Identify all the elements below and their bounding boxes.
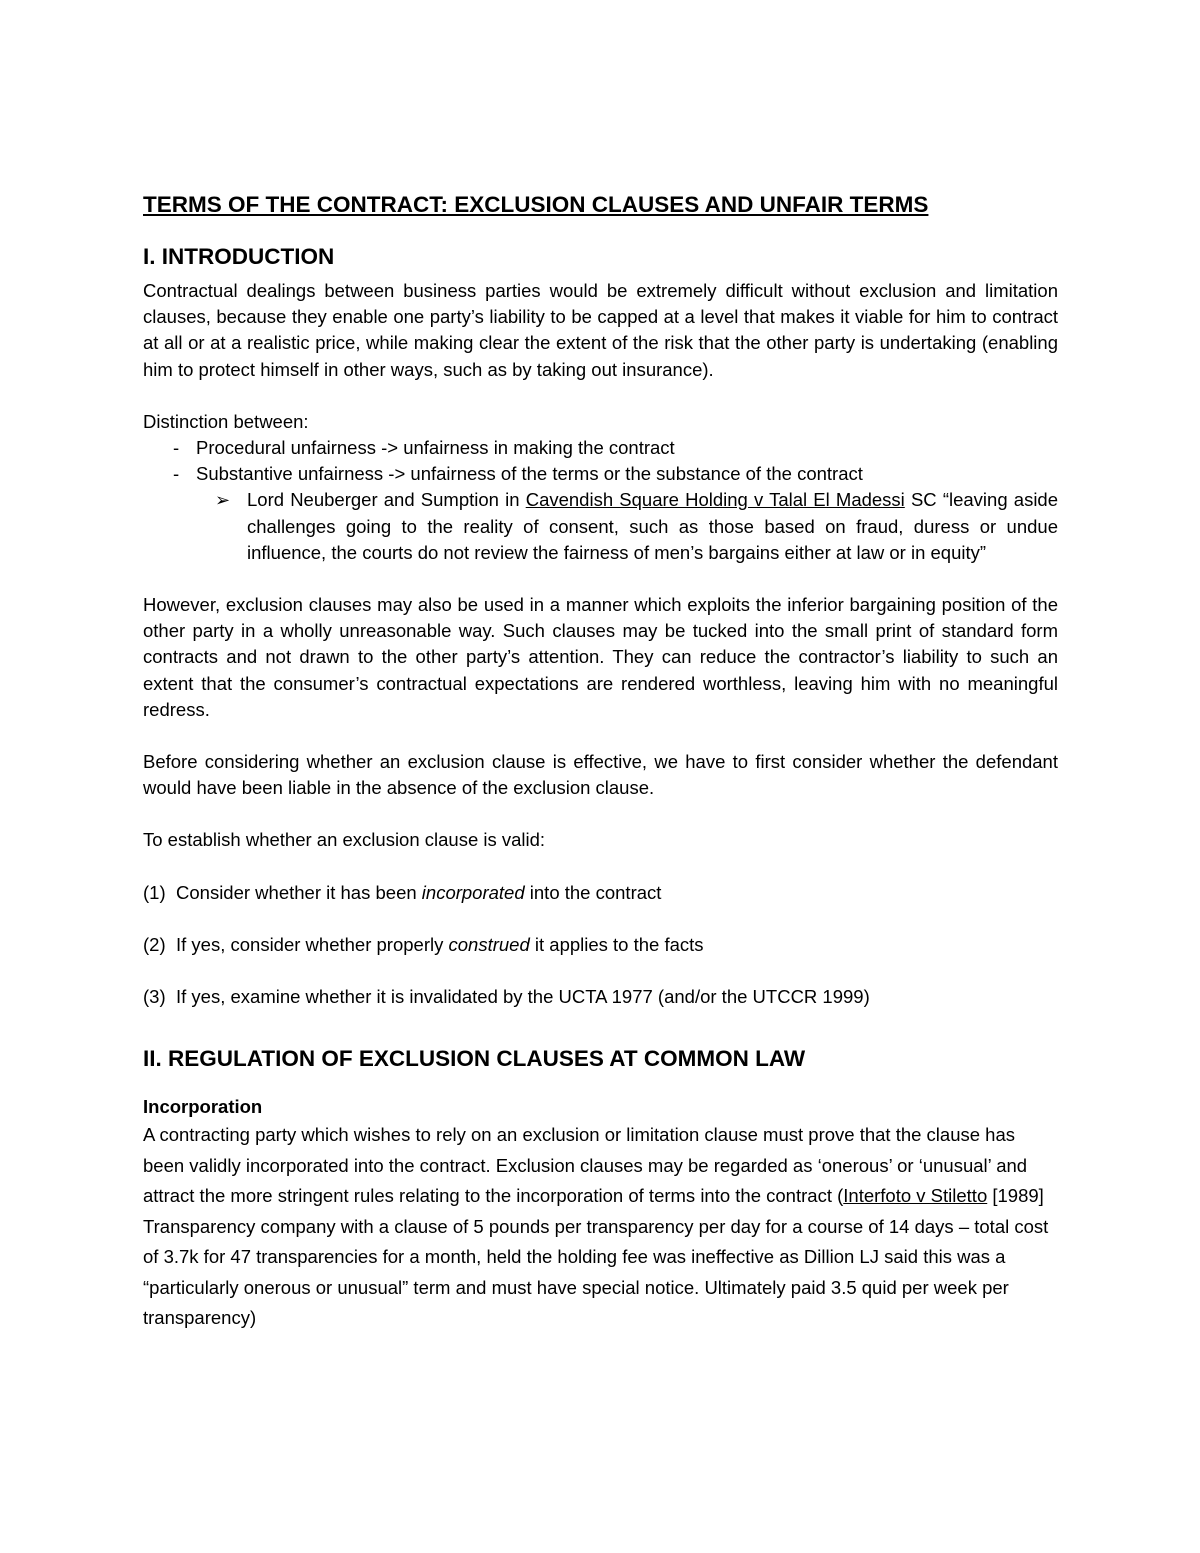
case-name-cavendish: Cavendish Square Holding v Talal El Madessi <box>525 489 905 511</box>
incorporation-paragraph <box>143 1120 1058 1333</box>
list-item: - Procedural unfairness -> unfairness in making the contract <box>173 437 675 459</box>
step-emphasis: construed <box>448 933 530 955</box>
before-paragraph: Before considering whether an exclusion clause is effective, we have to first consider whether the defendant would have been liable in the absence of the exclusion clause. <box>143 751 1058 799</box>
step-item <box>143 932 1058 958</box>
arrow-bullet-icon: ➢ <box>215 490 231 511</box>
step-text: Consider whether it has been <box>176 881 417 903</box>
step-text-end: into the contract <box>529 881 662 903</box>
distinction-text: Procedural unfairness -> unfairness in making the contract <box>196 437 675 459</box>
document-content <box>143 190 1058 1333</box>
document-title: TERMS OF THE CONTRACT: EXCLUSION CLAUSES AND UNFAIR TERMS <box>143 192 929 217</box>
distinction-label: Distinction between: <box>143 410 309 432</box>
intro-paragraph: Contractual dealings between business parties would be extremely difficult without exclusion and limitation clauses, because they enable one party’s liability to be capped at a level that makes it viable for him to contract at all or at a realistic price, while making clear the extent of the risk that the other party is undertaking (enabling him to protect himself in other ways, such as by taking out insurance). <box>143 280 1058 380</box>
case-name-interfoto: Interfoto v Stiletto <box>843 1185 988 1207</box>
section-heading-regulation: II. REGULATION OF EXCLUSION CLAUSES AT COMMON LAW <box>143 1046 806 1072</box>
step-item <box>143 984 1058 1010</box>
step-emphasis: incorporated <box>421 881 525 903</box>
step-text-end: it applies to the facts <box>534 933 704 955</box>
list-item: - Substantive unfairness -> unfairness of the terms or the substance of the contract <box>173 463 863 485</box>
step-number: (2) <box>143 933 166 955</box>
step-number: (3) <box>143 986 166 1008</box>
step-text: If yes, consider whether properly <box>176 933 444 955</box>
distinction-list <box>143 435 1058 487</box>
quote-item <box>143 487 1058 566</box>
incorporation-text-end: [1989] Transparency company with a clause of 5 pounds per transparency per day for a course of 14 days – total cost of 3.7k for 47 transparencies for a month, held the holding fee was ineffective as Dillion LJ said this was a “particularly onerous or unusual” term and must have special notice. Ultimately paid 3.5 quid per week per transparency) <box>143 1185 1049 1328</box>
establish-paragraph: To establish whether an exclusion clause is valid: <box>143 829 546 851</box>
step-number: (1) <box>143 881 166 903</box>
section-heading-introduction: I. INTRODUCTION <box>143 244 335 269</box>
step-text: If yes, examine whether it is invalidated by the UCTA 1977 (and/or the UTCCR 1999) <box>176 986 870 1008</box>
quote-prefix: Lord Neuberger and Sumption in <box>247 489 520 511</box>
step-item <box>143 880 1058 906</box>
incorporation-text: A contracting party which wishes to rely on an exclusion or limitation clause must prove that the clause has been validly incorporated into the contract. Exclusion clauses may be regarded as ‘onerous’ or ‘unusual’ and attract the more stringent rules relating to the incorporation of terms into the contract ( <box>143 1124 1028 1207</box>
quote-body: SC “leaving aside challenges going to the reality of consent, such as those based on fraud, duress or undue influence, the courts do not review the fairness of men’s bargains either at law or in equity” <box>247 489 1059 563</box>
however-paragraph: However, exclusion clauses may also be used in a manner which exploits the inferior bargaining position of the other party in a wholly unreasonable way. Such clauses may be tucked into the small print of standard form contracts and not drawn to the other party’s attention. They can reduce the contractor’s liability to such an extent that the consumer’s contractual expectations are rendered worthless, leaving him with no meaningful redress. <box>143 594 1058 720</box>
subheading-incorporation: Incorporation <box>143 1096 263 1118</box>
distinction-text: Substantive unfairness -> unfairness of the terms or the substance of the contract <box>196 463 863 485</box>
